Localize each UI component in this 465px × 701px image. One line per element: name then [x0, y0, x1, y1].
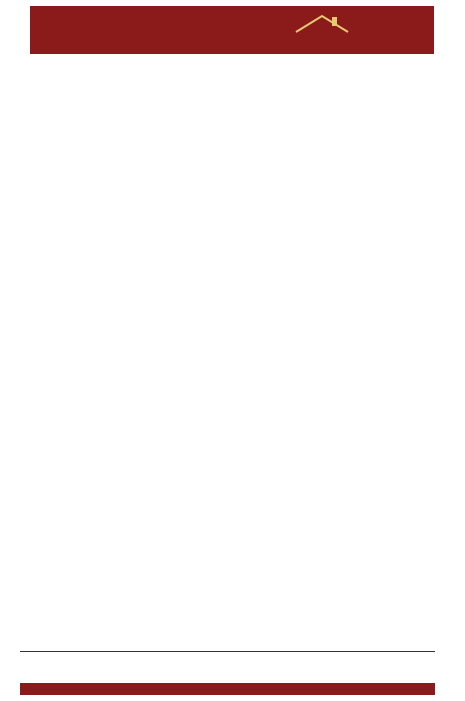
page-footer [20, 651, 435, 695]
header-banner [30, 6, 434, 54]
house-roof-icon [292, 12, 352, 50]
footer-bar [20, 683, 435, 695]
footer-notes [20, 651, 435, 680]
